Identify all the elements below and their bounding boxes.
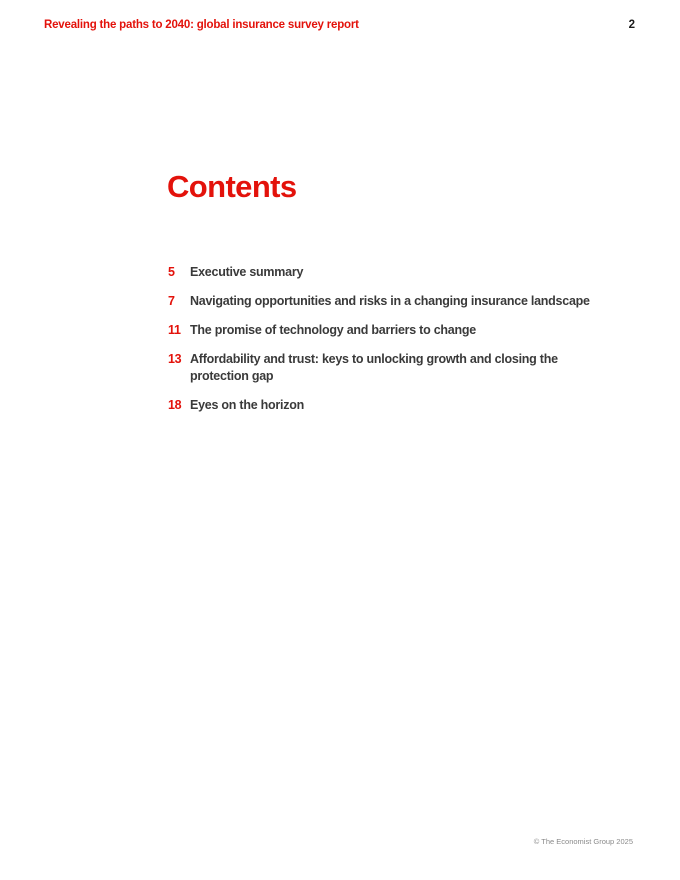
footer-copyright: © The Economist Group 2025 — [533, 837, 633, 846]
toc-label: Executive summary — [190, 265, 304, 279]
toc-label: Navigating opportunities and risks in a changing insurance landscape — [190, 294, 590, 308]
toc-label: The promise of technology and barriers to change — [190, 323, 476, 337]
toc-item-affordability-trust[interactable] — [168, 351, 608, 385]
toc-label: Eyes on the horizon — [190, 398, 305, 412]
toc-item-navigating-opportunities[interactable] — [168, 293, 608, 310]
toc-item-technology-promise[interactable] — [168, 322, 608, 339]
toc-label: Affordability and trust: keys to unlocking growth and closing the protection gap — [190, 352, 558, 383]
toc-item-eyes-on-horizon[interactable] — [168, 397, 608, 414]
toc-page-number: 13 — [168, 352, 182, 366]
running-header-title: Revealing the paths to 2040: global insurance survey report — [44, 19, 359, 31]
toc-page-number: 18 — [168, 398, 182, 412]
table-of-contents — [168, 264, 608, 426]
toc-page-number: 11 — [168, 323, 181, 337]
toc-page-number: 5 — [168, 265, 175, 279]
toc-item-executive-summary[interactable] — [168, 264, 608, 281]
contents-title: Contents — [167, 169, 297, 204]
page-number: 2 — [628, 19, 635, 31]
toc-page-number: 7 — [168, 294, 175, 308]
